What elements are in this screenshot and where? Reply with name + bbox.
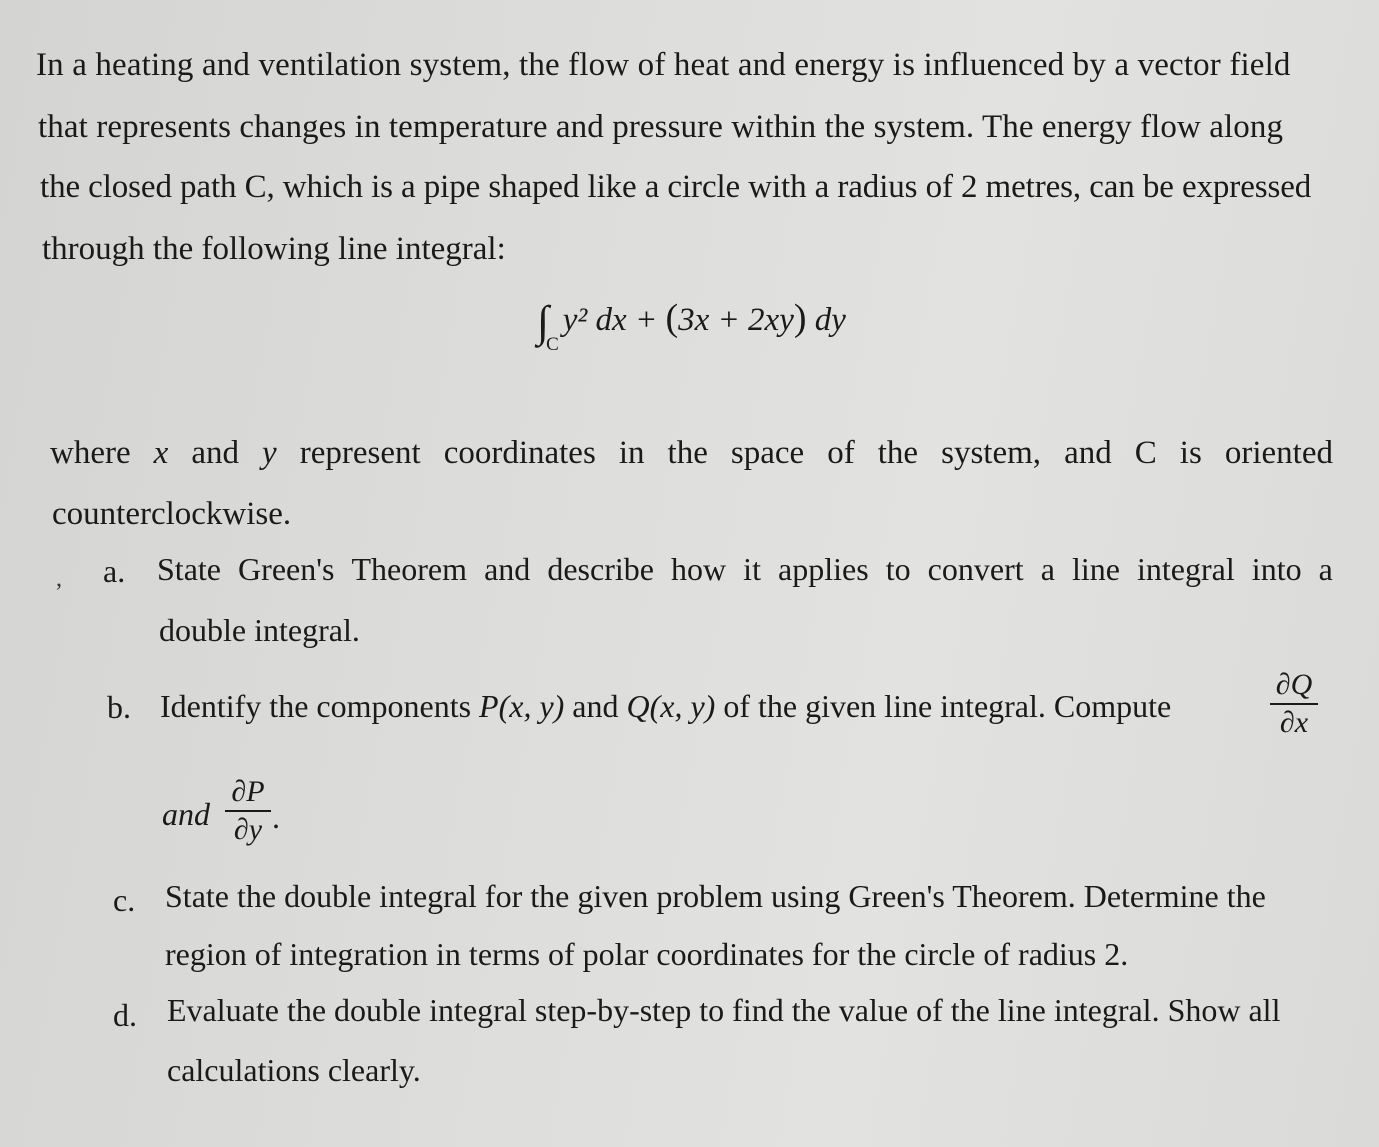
integral-paren-close: ) <box>793 297 807 339</box>
word: convert <box>927 551 1024 587</box>
word: the <box>877 435 919 471</box>
word: in <box>618 435 645 471</box>
item-d-label: d. <box>113 997 137 1033</box>
intro-line-1: In a heating and ventilation system, the flow of heat and energy is influenced by a vector field <box>36 47 1291 83</box>
integral-paren-open: ( <box>665 297 679 339</box>
item-b-line-1 <box>160 686 1171 726</box>
integral-sign: ∫ <box>537 297 550 346</box>
word: Theorem <box>351 551 467 587</box>
q-function: Q(x, y) <box>626 688 716 724</box>
fraction-denominator: ∂y <box>233 813 263 846</box>
integral-expression-post: dy <box>806 302 846 338</box>
fraction-bar <box>225 810 271 812</box>
fraction-numerator: ∂P <box>231 775 265 808</box>
word: into <box>1251 551 1302 587</box>
word: and <box>1064 435 1112 471</box>
word: of <box>827 435 855 471</box>
word: is <box>1179 435 1202 471</box>
line-integral-formula <box>537 290 846 355</box>
item-c-line-2: region of integration in terms of polar coordinates for the circle of radius 2. <box>165 936 1129 972</box>
word: to <box>885 551 911 587</box>
intro-line-3: the closed path C, which is a pipe shaped like a circle with a radius of 2 metres, can be expressed <box>40 169 1312 205</box>
stray-mark: , <box>56 566 62 592</box>
word: and <box>191 435 239 471</box>
text: of the given line integral. Compute <box>715 688 1172 724</box>
period: . <box>272 799 280 835</box>
fraction-numerator: ∂Q <box>1275 668 1313 701</box>
word: a <box>1040 551 1055 587</box>
item-c-line-1: State the double integral for the given problem using Green's Theorem. Determine the <box>165 878 1266 914</box>
word: space <box>730 435 805 471</box>
item-d-line-1: Evaluate the double integral step-by-step to find the value of the line integral. Show all <box>167 992 1281 1028</box>
item-a-line-2: double integral. <box>159 612 360 648</box>
word: applies <box>778 551 869 587</box>
word: describe <box>547 551 654 587</box>
word: C <box>1134 435 1157 471</box>
integral-subscript: C <box>546 334 559 355</box>
var-x: x <box>153 435 169 471</box>
item-c-label: c. <box>113 882 136 918</box>
item-a-line-1 <box>157 549 1333 589</box>
fraction-denominator: ∂x <box>1279 706 1309 739</box>
intro-line-4: through the following line integral: <box>42 231 506 267</box>
word: the <box>667 435 708 471</box>
word: State <box>157 551 221 587</box>
where-line-2: counterclockwise. <box>52 496 292 532</box>
and-word: and <box>162 796 210 832</box>
integral-expression-pre: y² dx + <box>562 302 666 338</box>
text: and <box>564 688 627 724</box>
word: oriented <box>1224 435 1333 471</box>
partial-p-over-y-fraction <box>225 775 271 847</box>
p-function: P(x, y) <box>479 688 565 724</box>
word: coordinates <box>443 435 596 471</box>
word: where <box>50 435 131 471</box>
where-line-1 <box>50 433 1333 473</box>
partial-q-over-x-fraction <box>1270 668 1318 740</box>
fraction-bar <box>1270 703 1318 705</box>
integral-expression-inner: 3x + 2xy <box>678 302 794 338</box>
word: system, <box>941 435 1042 471</box>
word: a <box>1318 551 1333 587</box>
word: Green's <box>238 551 335 587</box>
intro-line-2: that represents changes in temperature and pressure within the system. The energy flow along <box>38 109 1284 145</box>
item-d-line-2: calculations clearly. <box>167 1052 421 1088</box>
text: Identify the components <box>160 688 480 724</box>
word: how <box>671 551 727 587</box>
word: it <box>743 551 761 587</box>
word: represent <box>299 435 421 471</box>
item-b-label: b. <box>107 689 131 725</box>
word: integral <box>1137 551 1235 587</box>
item-a-label: a. <box>103 553 126 589</box>
word: and <box>484 551 531 587</box>
var-y: y <box>262 435 277 471</box>
word: line <box>1071 551 1120 587</box>
